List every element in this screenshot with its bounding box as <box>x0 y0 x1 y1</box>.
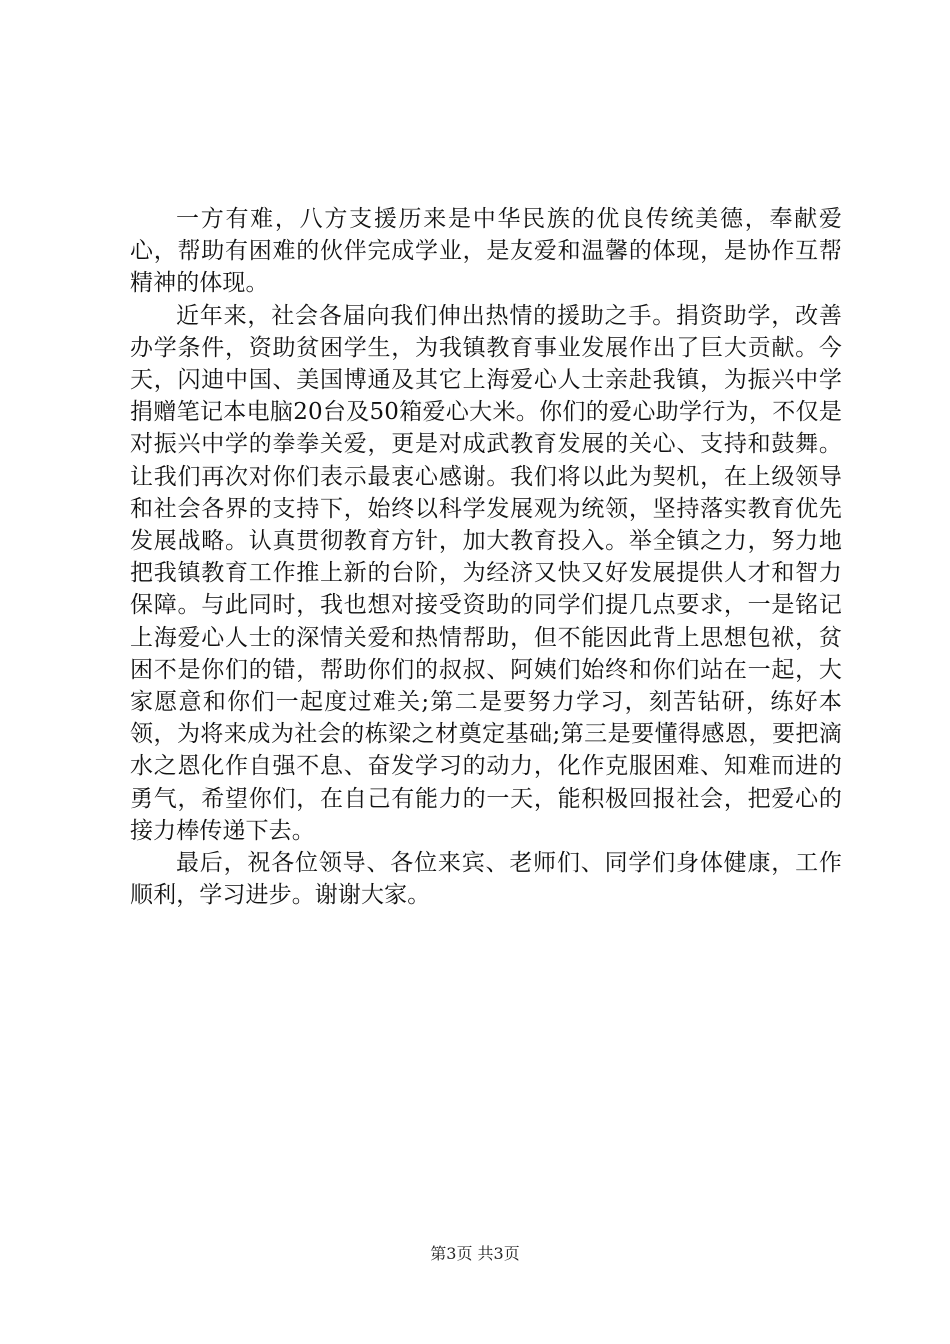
paragraph-closing: 最后，祝各位领导、各位来宾、老师们、同学们身体健康，工作顺利，学习进步。谢谢大家。 <box>130 850 842 909</box>
document-body <box>130 203 842 911</box>
paragraph-intro: 一方有难，八方支援历来是中华民族的优良传统美德，奉献爱心，帮助有困难的伙伴完成学业，是友爱和温馨的体现，是协作互帮精神的体现。 <box>130 206 842 297</box>
page-footer: 第3页 共3页 <box>430 1244 520 1263</box>
paragraph-main: 近年来，社会各届向我们伸出热情的援助之手。捐资助学，改善办学条件，资助贫困学生，为我镇教育事业发展作出了巨大贡献。今天，闪迪中国、美国博通及其它上海爱心人士亲赴我镇，为振兴中学捐赠笔记本电脑20台及50箱爱心大米。你们的爱心助学行为，不仅是对振兴中学的拳拳关爱，更是对成武教育发展的关心、支持和鼓舞。让我们再次对你们表示最衷心感谢。我们将以此为契机，在上级领导和社会各界的支持下，始终以科学发展观为统领，坚持落实教育优先发展战略。认真贯彻教育方针，加大教育投入。举全镇之力，努力地把我镇教育工作推上新的台阶，为经济又快又好发展提供人才和智力保障。与此同时，我也想对接受资助的同学们提几点要求，一是铭记上海爱心人士的深情关爱和热情帮助，但不能因此背上思想包袱，贫困不是你们的错，帮助你们的叔叔、阿姨们始终和你们站在一起，大家愿意和你们一起度过难关;第二是要努力学习，刻苦钻研，练好本领，为将来成为社会的栋梁之材奠定基础;第三是要懂得感恩，要把滴水之恩化作自强不息、奋发学习的动力，化作克服困难、知难而进的勇气，希望你们，在自己有能力的一天，能积极回报社会，把爱心的接力棒传递下去。 <box>130 302 842 844</box>
